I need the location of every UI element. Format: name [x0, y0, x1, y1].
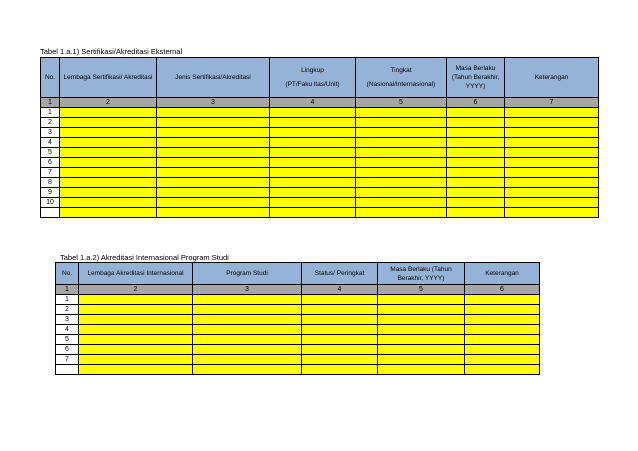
data-cell[interactable] [193, 365, 302, 375]
header-masa-line2: Berakhir, YYYY) [397, 274, 445, 282]
data-cell[interactable] [465, 365, 540, 375]
data-cell[interactable] [302, 325, 378, 335]
data-cell[interactable] [157, 198, 270, 208]
data-cell[interactable] [79, 325, 193, 335]
header-tingkat-line1: Tingkat [390, 67, 412, 74]
column-number: 3 [157, 98, 270, 108]
table-row [41, 128, 599, 138]
data-cell[interactable] [356, 108, 447, 118]
header-lingkup [270, 58, 356, 98]
column-number: 3 [193, 285, 302, 295]
data-cell[interactable] [157, 128, 270, 138]
header-lembaga: Lembaga Akreditasi Internasional [79, 263, 193, 285]
data-cell[interactable] [157, 138, 270, 148]
data-cell[interactable] [356, 128, 447, 138]
header-masa-berlaku [378, 263, 465, 285]
data-cell[interactable] [356, 168, 447, 178]
data-cell[interactable] [505, 178, 599, 188]
table-row [56, 355, 540, 365]
header-masa-berlaku [447, 58, 505, 98]
row-number: 4 [56, 325, 79, 335]
data-cell[interactable] [465, 345, 540, 355]
data-cell[interactable] [378, 315, 465, 325]
table1 [40, 57, 599, 218]
data-cell[interactable] [505, 198, 599, 208]
column-number: 1 [41, 98, 60, 108]
column-number: 6 [465, 285, 540, 295]
row-number [41, 208, 60, 218]
data-cell[interactable] [193, 295, 302, 305]
data-cell[interactable] [157, 178, 270, 188]
row-number: 6 [56, 345, 79, 355]
data-cell[interactable] [193, 355, 302, 365]
data-cell[interactable] [193, 345, 302, 355]
header-lingkup-line2: (PT/Faku ltas/Unit) [285, 81, 340, 88]
data-cell[interactable] [356, 148, 447, 158]
data-cell[interactable] [270, 208, 356, 218]
data-cell[interactable] [378, 335, 465, 345]
column-number: 7 [505, 98, 599, 108]
row-number: 10 [41, 198, 60, 208]
table-row [41, 148, 599, 158]
table-row [56, 315, 540, 325]
row-number: 5 [56, 335, 79, 345]
data-cell[interactable] [79, 305, 193, 315]
header-keterangan: Keterangan [505, 58, 599, 98]
table1-title: Tabel 1.a.1) Sertifikasi/Akreditasi Eksternal [40, 47, 183, 56]
data-cell[interactable] [505, 118, 599, 128]
data-cell[interactable] [356, 188, 447, 198]
data-cell[interactable] [79, 365, 193, 375]
column-number: 4 [302, 285, 378, 295]
data-cell[interactable] [302, 315, 378, 325]
data-cell[interactable] [378, 325, 465, 335]
data-cell[interactable] [193, 305, 302, 315]
row-number: 6 [41, 158, 60, 168]
data-cell[interactable] [157, 208, 270, 218]
data-cell[interactable] [447, 168, 505, 178]
data-cell[interactable] [157, 118, 270, 128]
header-program-studi: Program Studi [193, 263, 302, 285]
data-cell[interactable] [60, 118, 157, 128]
data-cell[interactable] [193, 315, 302, 325]
table-row [56, 305, 540, 315]
data-cell[interactable] [60, 148, 157, 158]
data-cell[interactable] [157, 148, 270, 158]
row-number: 4 [41, 138, 60, 148]
row-number [56, 365, 79, 375]
data-cell[interactable] [447, 208, 505, 218]
row-number: 1 [56, 295, 79, 305]
header-status: Status/ Peringkat [302, 263, 378, 285]
header-no: No. [41, 58, 60, 98]
data-cell[interactable] [505, 108, 599, 118]
row-number: 2 [56, 305, 79, 315]
table-row [41, 188, 599, 198]
data-cell[interactable] [505, 158, 599, 168]
row-number: 8 [41, 178, 60, 188]
data-cell[interactable] [79, 295, 193, 305]
table-row [41, 208, 599, 218]
row-number: 2 [41, 118, 60, 128]
data-cell[interactable] [60, 158, 157, 168]
header-tingkat-line2: (Nasional/Internasional) [366, 81, 436, 88]
data-cell[interactable] [356, 158, 447, 168]
column-number: 4 [270, 98, 356, 108]
data-cell[interactable] [193, 335, 302, 345]
data-cell[interactable] [447, 118, 505, 128]
data-cell[interactable] [193, 325, 302, 335]
data-cell[interactable] [378, 355, 465, 365]
header-lembaga: Lembaga Sertifikasi/ Akreditasi [60, 58, 157, 98]
table-row [41, 168, 599, 178]
data-cell[interactable] [270, 128, 356, 138]
data-cell[interactable] [60, 108, 157, 118]
row-number: 3 [41, 128, 60, 138]
data-cell[interactable] [79, 315, 193, 325]
data-cell[interactable] [505, 128, 599, 138]
column-number: 2 [79, 285, 193, 295]
data-cell[interactable] [505, 188, 599, 198]
column-number: 5 [356, 98, 447, 108]
data-cell[interactable] [447, 128, 505, 138]
data-cell[interactable] [465, 355, 540, 365]
data-cell[interactable] [302, 295, 378, 305]
data-cell[interactable] [302, 335, 378, 345]
data-cell[interactable] [465, 295, 540, 305]
data-cell[interactable] [60, 138, 157, 148]
data-cell[interactable] [302, 345, 378, 355]
data-cell[interactable] [270, 108, 356, 118]
data-cell[interactable] [79, 355, 193, 365]
table2 [55, 262, 540, 375]
row-number: 1 [41, 108, 60, 118]
data-cell[interactable] [270, 148, 356, 158]
header-masa-line3: YYYY) [465, 83, 486, 90]
data-cell[interactable] [378, 365, 465, 375]
table-row [56, 325, 540, 335]
data-cell[interactable] [270, 198, 356, 208]
data-cell[interactable] [356, 178, 447, 188]
data-cell[interactable] [302, 305, 378, 315]
table-row [41, 158, 599, 168]
data-cell[interactable] [157, 188, 270, 198]
table-row [41, 118, 599, 128]
data-cell[interactable] [447, 188, 505, 198]
data-cell[interactable] [378, 345, 465, 355]
data-cell[interactable] [270, 138, 356, 148]
header-tingkat [356, 58, 447, 98]
data-cell[interactable] [465, 305, 540, 315]
data-cell[interactable] [60, 128, 157, 138]
data-cell[interactable] [505, 138, 599, 148]
data-cell[interactable] [157, 158, 270, 168]
data-cell[interactable] [447, 178, 505, 188]
column-number: 6 [447, 98, 505, 108]
table-row [41, 198, 599, 208]
data-cell[interactable] [270, 168, 356, 178]
header-no: No. [56, 263, 79, 285]
data-cell[interactable] [447, 108, 505, 118]
header-lingkup-line1: Lingkup [301, 67, 324, 74]
data-cell[interactable] [447, 148, 505, 158]
data-cell[interactable] [302, 365, 378, 375]
data-cell[interactable] [447, 158, 505, 168]
data-cell[interactable] [356, 198, 447, 208]
table-row [41, 178, 599, 188]
data-cell[interactable] [465, 315, 540, 325]
table-row [56, 365, 540, 375]
data-cell[interactable] [447, 198, 505, 208]
data-cell[interactable] [505, 168, 599, 178]
table-row [56, 335, 540, 345]
data-cell[interactable] [270, 118, 356, 128]
table-row [41, 138, 599, 148]
header-keterangan: Keterangan [465, 263, 540, 285]
column-number: 1 [56, 285, 79, 295]
data-cell[interactable] [447, 138, 505, 148]
header-masa-line1: Masa Berlaku [455, 65, 496, 72]
data-cell[interactable] [60, 178, 157, 188]
data-cell[interactable] [270, 178, 356, 188]
row-number: 5 [41, 148, 60, 158]
data-cell[interactable] [157, 168, 270, 178]
header-jenis: Jenis Sertifikasi/Akreditasi [157, 58, 270, 98]
row-number: 3 [56, 315, 79, 325]
data-cell[interactable] [79, 345, 193, 355]
data-cell[interactable] [270, 188, 356, 198]
data-cell[interactable] [60, 168, 157, 178]
data-cell[interactable] [302, 355, 378, 365]
column-number: 5 [378, 285, 465, 295]
data-cell[interactable] [378, 295, 465, 305]
data-cell[interactable] [60, 198, 157, 208]
data-cell[interactable] [60, 188, 157, 198]
column-number: 2 [60, 98, 157, 108]
data-cell[interactable] [378, 305, 465, 315]
table-row [41, 108, 599, 118]
table-row [56, 345, 540, 355]
data-cell[interactable] [505, 208, 599, 218]
row-number: 7 [41, 168, 60, 178]
table2-title: Tabel 1.a.2) Akreditasi Internasional Program Studi [60, 253, 229, 262]
data-cell[interactable] [157, 108, 270, 118]
data-cell[interactable] [465, 325, 540, 335]
table-row [56, 295, 540, 305]
data-cell[interactable] [505, 148, 599, 158]
header-masa-line1: Masa Berlaku (Tahun [390, 265, 452, 273]
data-cell[interactable] [356, 118, 447, 128]
data-cell[interactable] [356, 208, 447, 218]
data-cell[interactable] [60, 208, 157, 218]
row-number: 9 [41, 188, 60, 198]
data-cell[interactable] [270, 158, 356, 168]
data-cell[interactable] [79, 335, 193, 345]
row-number: 7 [56, 355, 79, 365]
data-cell[interactable] [356, 138, 447, 148]
header-masa-line2: (Tahun Berakhir, [451, 74, 500, 81]
data-cell[interactable] [465, 335, 540, 345]
